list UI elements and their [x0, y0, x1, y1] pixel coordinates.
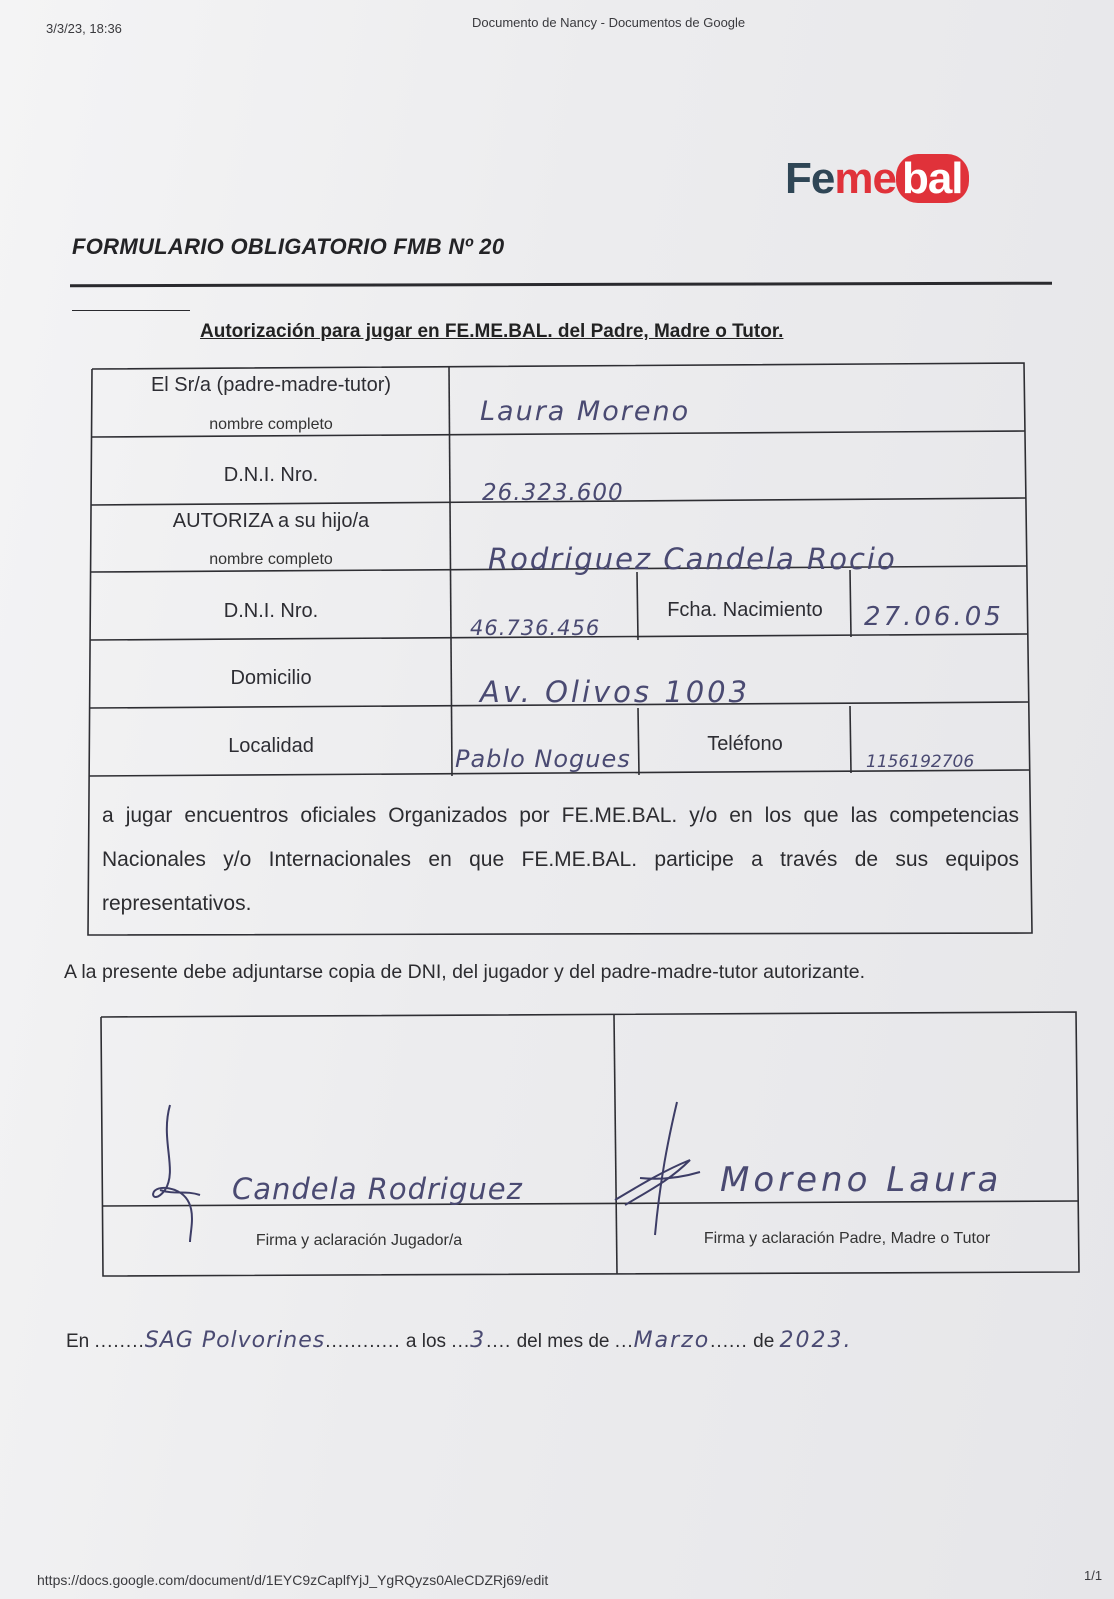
year-value: 2023.	[779, 1328, 853, 1353]
logo-part-me: me	[834, 154, 896, 203]
localidad-label: Localidad	[228, 735, 314, 757]
tutor-dni-value: 26.323.600	[482, 480, 624, 506]
month-value: Marzo	[633, 1328, 711, 1353]
telefono-value: 1156192706	[866, 752, 975, 772]
print-url: https://docs.google.com/document/d/1EYC9zCaplfYjJ_YgRQyzs0AleCDZRj69/edit	[37, 1572, 549, 1588]
place-alos-label: a los	[405, 1331, 447, 1352]
tutor-signature-caption: Firma y aclaración Padre, Madre o Tutor	[703, 1230, 991, 1247]
tutor-signature-scribble	[615, 1102, 700, 1235]
tutor-name-value: Laura Moreno	[480, 396, 691, 427]
print-page-number: 1/1	[1084, 1568, 1103, 1583]
domicilio-label: Domicilio	[230, 667, 312, 689]
child-name-value: Rodriguez Candela Rocio	[488, 542, 897, 576]
place-de-label: de	[753, 1331, 775, 1352]
place-date-line: En ........SAG Polvorines............ a los ...3.... del mes de ...Marzo...... de 2023.	[66, 1328, 853, 1353]
child-sublabel: nombre completo	[209, 551, 333, 568]
attachment-note: A la presente debe adjuntarse copia de DNI, del jugador y del padre-madre-tutor autorizante.	[64, 961, 866, 983]
print-doc-title: Documento de Nancy - Documentos de Google	[472, 15, 746, 30]
tutor-dni-label: D.N.I. Nro.	[223, 464, 319, 486]
telefono-label: Teléfono	[707, 733, 783, 755]
place-en-label: En	[66, 1331, 90, 1352]
tutor-signature-name: Moreno Laura	[720, 1160, 1003, 1200]
player-signature-scribble	[153, 1105, 200, 1242]
autoriza-label: AUTORIZA a su hijo/a	[172, 510, 370, 532]
day-value: 3	[470, 1328, 487, 1353]
logo-part-bal: bal	[896, 154, 969, 203]
player-signature-caption: Firma y aclaración Jugador/a	[255, 1232, 463, 1249]
birth-date-value: 27.06.05	[864, 602, 1004, 632]
child-dni-value: 46.736.456	[470, 616, 601, 640]
place-delmes-label: del mes de	[516, 1331, 610, 1352]
birth-date-label: Fcha. Nacimiento	[667, 599, 823, 621]
player-signature-name: Candela Rodriguez	[232, 1172, 523, 1206]
authorization-paragraph: a jugar encuentros oficiales Organizados por FE.ME.BAL. y/o en los que las competencias Nacionales y/o Internacionales en que FE.ME.BAL. participe a través de sus equipos representativos.	[102, 804, 1019, 915]
place-value: SAG Polvorines	[144, 1328, 326, 1353]
domicilio-value: Av. Olivos 1003	[480, 675, 751, 709]
tutor-label: El Sr/a (padre-madre-tutor)	[150, 374, 392, 396]
localidad-value: Pablo Nogues	[455, 745, 631, 773]
logo-part-fe: Fe	[785, 154, 835, 203]
print-datetime: 3/3/23, 18:36	[46, 21, 122, 36]
form-title: FORMULARIO OBLIGATORIO FMB Nº 20	[72, 234, 505, 259]
form-subtitle: Autorización para jugar en FE.ME.BAL. del Padre, Madre o Tutor.	[200, 321, 784, 342]
child-dni-label: D.N.I. Nro.	[223, 600, 319, 622]
tutor-sublabel: nombre completo	[209, 416, 333, 433]
